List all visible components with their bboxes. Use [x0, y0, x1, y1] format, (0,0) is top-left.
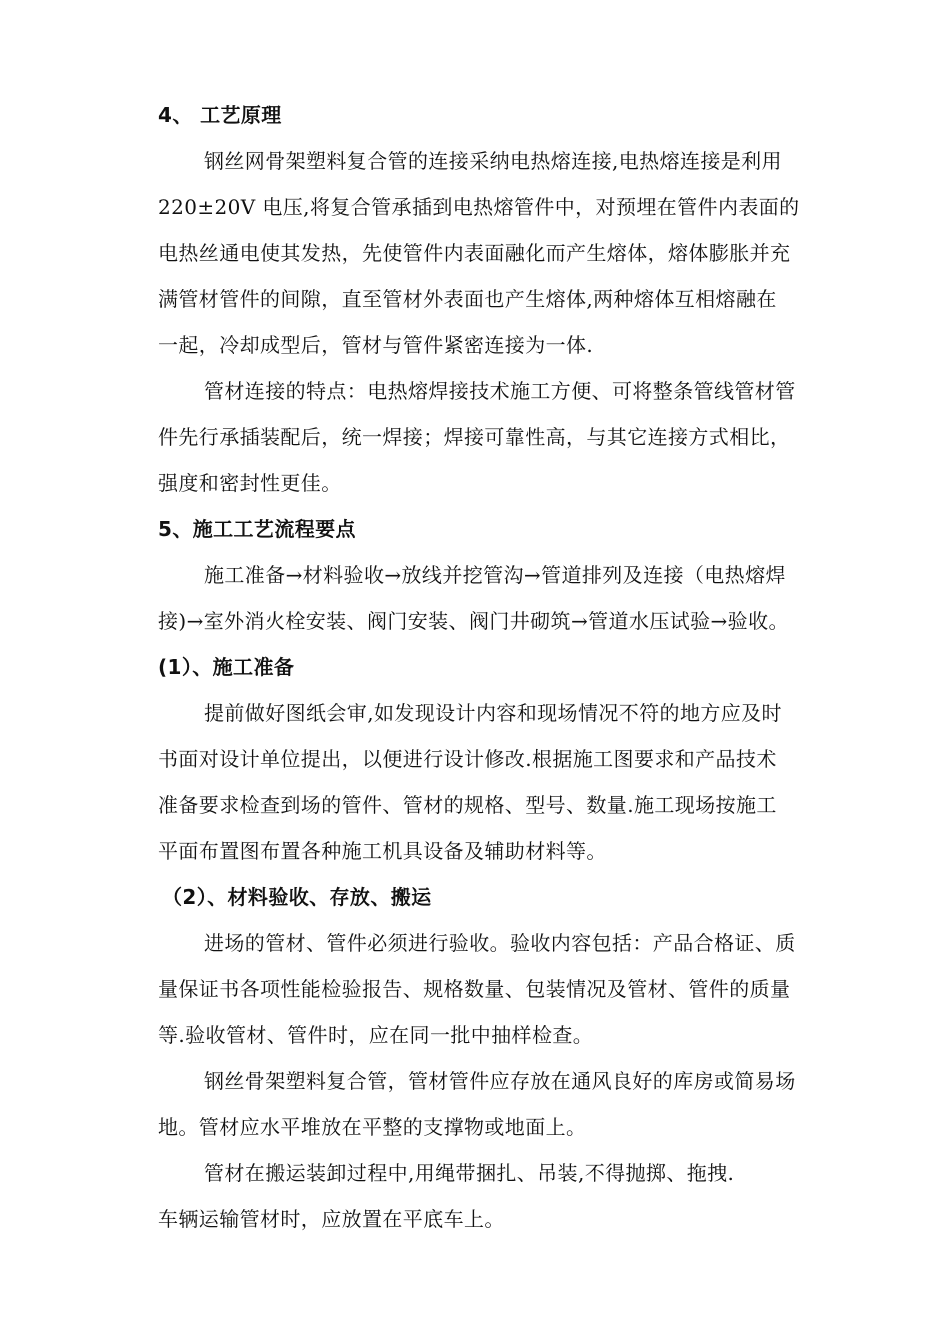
subsection-heading-1: (1）、施工准备: [158, 655, 295, 679]
paragraph-line: 地。管材应水平堆放在平整的支撑物或地面上。: [158, 1115, 587, 1139]
paragraph-line: 量保证书各项性能检验报告、规格数量、包装情况及管材、管件的质量: [158, 977, 791, 1001]
subsection-heading-2: （2）、材料验收、存放、搬运: [162, 885, 432, 909]
paragraph-line: 220±20V 电压,将复合管承插到电热熔管件中，对预埋在管件内表面的: [158, 195, 800, 219]
paragraph-line: 进场的管材、管件必须进行验收。验收内容包括：产品合格证、质: [204, 931, 796, 955]
section-heading-5: 5、施工工艺流程要点: [158, 517, 356, 541]
paragraph-line: 满管材管件的间隙，直至管材外表面也产生熔体,两种熔体互相熔融在: [158, 287, 777, 311]
paragraph-line: 书面对设计单位提出，以便进行设计修改.根据施工图要求和产品技术: [158, 747, 777, 771]
paragraph-line: 强度和密封性更佳。: [158, 471, 342, 495]
paragraph-line: 平面布置图布置各种施工机具设备及辅助材料等。: [158, 839, 607, 863]
paragraph-line: 等.验收管材、管件时，应在同一批中抽样检查。: [158, 1023, 594, 1047]
paragraph-line: 接)→室外消火栓安装、阀门安装、阀门井砌筑→管道水压试验→验收。: [158, 609, 789, 633]
paragraph-line: 管材连接的特点：电热熔焊接技术施工方便、可将整条管线管材管: [204, 379, 796, 403]
paragraph-line: 一起，冷却成型后，管材与管件紧密连接为一体.: [158, 333, 594, 357]
paragraph-line: 钢丝网骨架塑料复合管的连接采纳电热熔连接,电热熔连接是利用: [204, 149, 782, 173]
section-heading-4: 4、 工艺原理: [158, 103, 282, 127]
paragraph-line: 电热丝通电使其发热，先使管件内表面融化而产生熔体，熔体膨胀并充: [158, 241, 791, 265]
paragraph-line: 钢丝骨架塑料复合管，管材管件应存放在通风良好的库房或简易场: [204, 1069, 796, 1093]
paragraph-line: 提前做好图纸会审,如发现设计内容和现场情况不符的地方应及时: [204, 701, 782, 725]
paragraph-line: 管材在搬运装卸过程中,用绳带捆扎、吊装,不得抛掷、拖拽.: [204, 1161, 735, 1185]
paragraph-line: 准备要求检查到场的管件、管材的规格、型号、数量.施工现场按施工: [158, 793, 777, 817]
paragraph-line: 施工准备→材料验收→放线并挖管沟→管道排列及连接（电热熔焊: [204, 563, 786, 587]
paragraph-line: 件先行承插装配后，统一焊接；焊接可靠性高，与其它连接方式相比，: [158, 425, 791, 449]
paragraph-line: 车辆运输管材时，应放置在平底车上。: [158, 1207, 505, 1231]
